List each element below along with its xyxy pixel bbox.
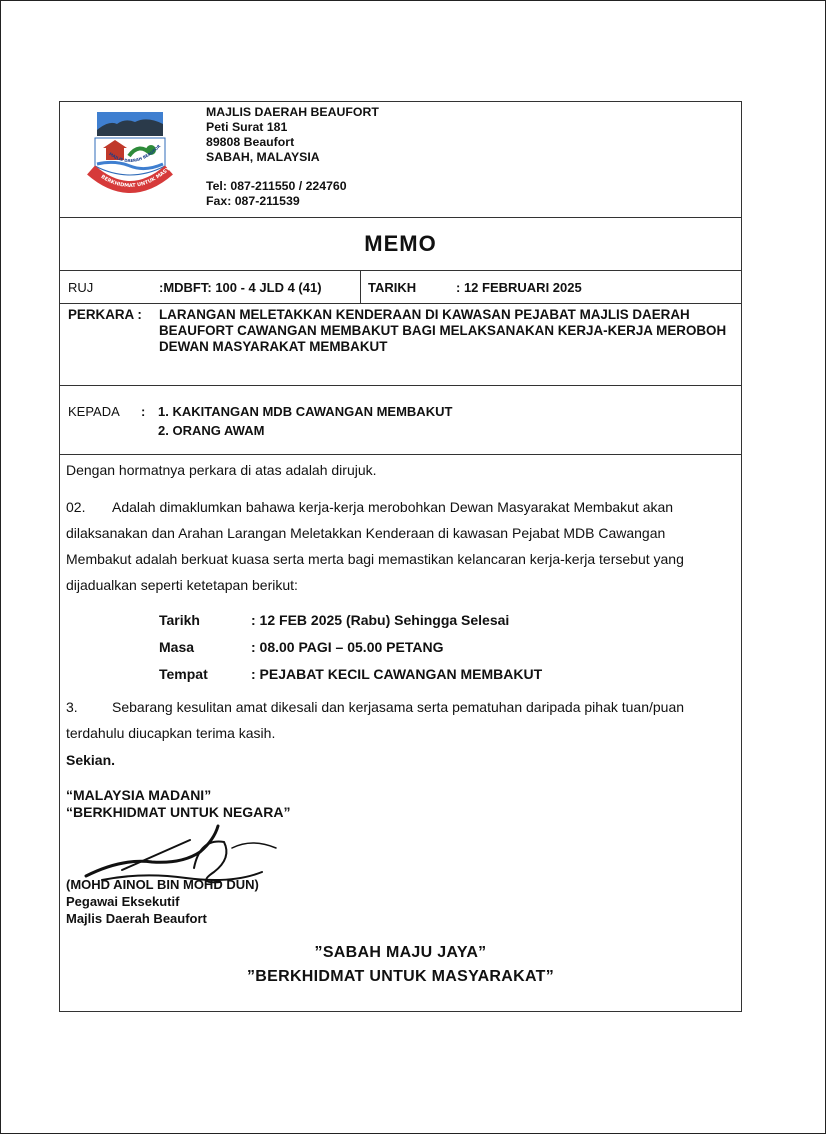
para2-line: dijadualkan seperti ketetapan berikut:	[66, 577, 298, 593]
signatory-org: Majlis Daerah Beaufort	[66, 911, 207, 926]
footer-motto-2: ”BERKHIDMAT UNTUK MASYARAKAT”	[246, 968, 555, 985]
signatory-title: Pegawai Eksekutif	[66, 894, 180, 909]
state-country: SABAH, MALAYSIA	[206, 150, 320, 164]
para3-line: terdahulu diucapkan terima kasih.	[66, 725, 276, 741]
memo-title: MEMO	[364, 231, 437, 256]
slogan-1: “MALAYSIA MADANI”	[66, 787, 212, 803]
council-name: MAJLIS DAERAH BEAUFORT	[206, 105, 379, 119]
para3-number: 3.	[66, 699, 78, 715]
divider	[60, 270, 741, 271]
divider	[60, 385, 741, 386]
tarikh-value: : 12 FEBRUARI 2025	[456, 280, 582, 295]
ruj-label: RUJ	[68, 280, 94, 295]
divider	[60, 303, 741, 304]
telephone: Tel: 087-211550 / 224760	[206, 179, 347, 193]
fax: Fax: 087-211539	[206, 194, 300, 208]
kepada-recipient-2: 2. ORANG AWAM	[158, 423, 265, 438]
divider	[360, 270, 361, 303]
kepada-colon: :	[141, 404, 146, 419]
tarikh-label: TARIKH	[368, 280, 417, 295]
schedule-value-masa: : 08.00 PAGI – 05.00 PETANG	[251, 639, 444, 655]
divider	[60, 454, 741, 455]
signatory-name: (MOHD AINOL BIN MOHD DUN)	[66, 877, 259, 892]
perkara-text: LARANGAN MELETAKKAN KENDERAAN DI KAWASAN PEJABAT MAJLIS DAERAH BEAUFORT CAWANGAN MEMBAKUT BAGI MELAKSANAKAN KERJA-KERJA MEROBOH DEWAN MASYARAKAT MEMBAKUT	[159, 307, 727, 354]
divider	[60, 217, 741, 218]
council-logo	[85, 108, 177, 204]
schedule-label-tarikh: Tarikh	[159, 612, 200, 628]
opening-line: Dengan hormatnya perkara di atas adalah dirujuk.	[66, 462, 377, 478]
postcode-town: 89808 Beaufort	[206, 135, 295, 149]
kepada-label: KEPADA	[68, 404, 120, 419]
para2-line: dilaksanakan dan Arahan Larangan Meletakkan Kenderaan di kawasan Pejabat MDB Cawangan	[66, 525, 666, 541]
para3-line: Sebarang kesulitan amat dikesali dan kerjasama serta pematuhan daripada pihak tuan/puan	[112, 699, 685, 715]
footer-motto-1: ”SABAH MAJU JAYA”	[314, 944, 487, 961]
para2-number: 02.	[66, 499, 86, 515]
memo-frame	[59, 101, 742, 1012]
logo-ribbon-text: MAJLIS DAERAH BEAUFOR	[108, 143, 162, 164]
schedule-label-tempat: Tempat	[159, 666, 208, 682]
schedule-label-masa: Masa	[159, 639, 195, 655]
para2-line: Adalah dimaklumkan bahawa kerja-kerja merobohkan Dewan Masyarakat Membakut akan	[112, 499, 674, 515]
ruj-value: :MDBFT: 100 - 4 JLD 4 (41)	[159, 280, 322, 295]
schedule-value-tarikh: : 12 FEB 2025 (Rabu) Sehingga Selesai	[251, 612, 510, 628]
kepada-recipient-1: 1. KAKITANGAN MDB CAWANGAN MEMBAKUT	[158, 404, 453, 419]
logo-motto-text: BERKHIDMAT UNTUK MASY	[99, 166, 172, 190]
po-box: Peti Surat 181	[206, 120, 288, 134]
closing: Sekian.	[66, 752, 116, 768]
slogan-2: “BERKHIDMAT UNTUK NEGARA”	[66, 804, 291, 820]
schedule-value-tempat: : PEJABAT KECIL CAWANGAN MEMBAKUT	[251, 666, 543, 682]
perkara-label: PERKARA :	[68, 307, 142, 322]
para2-line: Membakut adalah berkuat kuasa serta merta bagi memastikan kelancaran kerja-kerja tersebut yang	[66, 551, 684, 567]
